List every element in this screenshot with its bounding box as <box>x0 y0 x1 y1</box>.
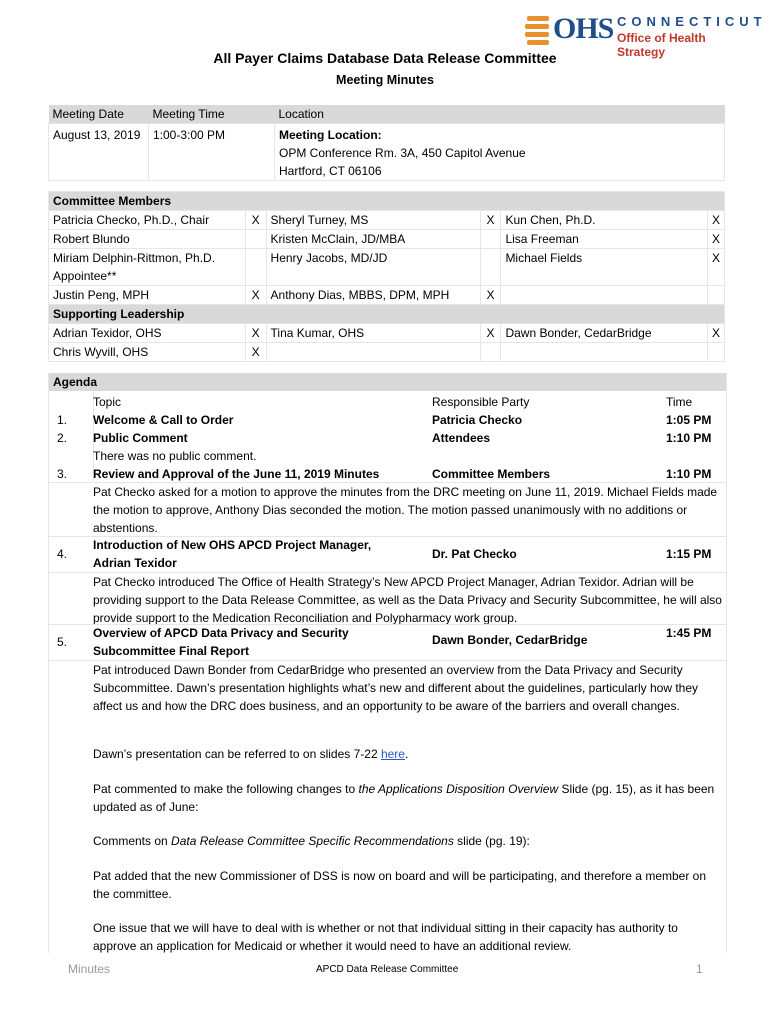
agenda-item-party: Dawn Bonder, CedarBridge <box>432 633 588 647</box>
ohs-logo <box>525 12 767 59</box>
attendance-mark: X <box>480 211 501 230</box>
footer-left: Minutes <box>68 962 111 976</box>
member-row <box>49 211 725 230</box>
note-text: Dawn’s presentation can be referred to on slides 7-22 <box>93 747 381 761</box>
attendance-mark: X <box>480 324 501 343</box>
agenda-header: Agenda <box>49 373 726 391</box>
meeting-location <box>275 124 725 181</box>
attendance-mark: X <box>480 286 501 305</box>
attendance-mark <box>480 249 501 286</box>
attendance-mark: X <box>707 230 724 249</box>
agenda-item-party: Patricia Checko <box>432 413 523 427</box>
logo-office-text: Office of Health Strategy <box>617 31 706 59</box>
ohs-sun-icon <box>525 14 555 48</box>
agenda-item-topic: Overview of APCD Data Privacy and Security Subcommittee Final Report <box>93 626 349 658</box>
attendance-mark: X <box>707 249 724 286</box>
attendance-mark: X <box>707 324 724 343</box>
note-text: slide (pg. 19): <box>453 834 530 848</box>
agenda-note <box>93 832 723 850</box>
agenda-note <box>93 780 723 816</box>
agenda-item-topic: Review and Approval of the June 11, 2019 Minutes <box>93 467 380 481</box>
agenda-item-number: 2. <box>57 431 68 445</box>
location-line2: Hartford, CT 06106 <box>279 164 382 178</box>
agenda-item-topic: Introduction of New OHS APCD Project Manager, Adrian Texidor <box>93 538 372 570</box>
agenda-item-time: 1:45 PM <box>666 626 712 640</box>
meeting-info-table <box>48 105 725 181</box>
attendance-mark: X <box>245 324 266 343</box>
agenda-item-number: 1. <box>57 413 68 427</box>
agenda-note: There was no public comment. <box>93 449 257 463</box>
location-header: Location <box>278 107 324 121</box>
member-name: Henry Jacobs, MD/JD <box>266 249 480 286</box>
attendance-mark: X <box>245 343 266 362</box>
meeting-date-header: Meeting Date <box>52 107 124 121</box>
agenda-note: Pat added that the new Commissioner of DSS is now on board and will be participating, and therefore a member on the committee. <box>93 869 707 901</box>
member-name <box>501 343 708 362</box>
committee-members-table <box>48 191 725 362</box>
logo-connecticut-text: CONNECTICUT <box>617 14 767 29</box>
attendance-mark <box>707 343 724 362</box>
agenda-col-topic: Topic <box>93 395 122 409</box>
agenda-item-topic: Welcome & Call to Order <box>93 413 234 427</box>
footer-center: APCD Data Release Committee <box>316 964 459 975</box>
member-name: Chris Wyvill, OHS <box>49 343 246 362</box>
agenda-item-party: Attendees <box>432 431 491 445</box>
agenda-col-party: Responsible Party <box>432 395 530 409</box>
agenda-item-time: 1:05 PM <box>666 413 712 427</box>
attendance-mark: X <box>707 211 724 230</box>
location-line1: OPM Conference Rm. 3A, 450 Capitol Avenue <box>279 146 526 160</box>
attendance-mark <box>480 230 501 249</box>
agenda-col-time: Time <box>666 395 693 409</box>
agenda-note: One issue that we will have to deal with is whether or not that individual sitting in their capacity has authority to approve an application for Medicaid or whether it would need to have an additional review. <box>93 921 678 953</box>
agenda-item-time: 1:10 PM <box>666 431 712 445</box>
attendance-mark: X <box>245 211 266 230</box>
leadership-row <box>49 343 725 362</box>
note-text: Slide (pg. 15), as it has been updated as of June: <box>93 782 715 814</box>
member-name: Dawn Bonder, CedarBridge <box>501 324 708 343</box>
meeting-time: 1:00-3:00 PM <box>149 124 275 181</box>
leadership-row <box>49 324 725 343</box>
agenda-note <box>93 745 723 763</box>
agenda-item-number: 4. <box>57 547 68 561</box>
member-name: Lisa Freeman <box>501 230 708 249</box>
agenda-item-time: 1:10 PM <box>666 467 712 481</box>
agenda-item-topic: Public Comment <box>93 431 188 445</box>
note-italic: Data Release Committee Specific Recommendations <box>171 834 454 848</box>
slides-link[interactable]: here <box>380 747 405 761</box>
page-number: 1 <box>696 962 703 976</box>
logo-ohs-text: OHS <box>553 12 614 45</box>
agenda-item-number: 3. <box>57 467 68 481</box>
supporting-leadership-header: Supporting Leadership <box>49 305 725 324</box>
member-name: Adrian Texidor, OHS <box>49 324 246 343</box>
agenda-item-party: Committee Members <box>432 467 551 481</box>
agenda-item-time: 1:15 PM <box>666 547 712 561</box>
attendance-mark <box>707 286 724 305</box>
agenda-note: Pat Checko asked for a motion to approve the minutes from the DRC meeting on June 11, 2019. Michael Fields made the motion to approve, Anthony Dias seconded the motion. The motion passed unanimously with no additions or abstentions. <box>93 485 718 535</box>
note-italic: the Applications Disposition Overview <box>358 782 559 796</box>
member-name: Sheryl Turney, MS <box>266 211 480 230</box>
member-name: Anthony Dias, MBBS, DPM, MPH <box>266 286 480 305</box>
member-name: Kun Chen, Ph.D. <box>501 211 708 230</box>
note-text: Comments on <box>93 834 172 848</box>
member-name: Justin Peng, MPH <box>49 286 246 305</box>
attendance-mark: X <box>245 286 266 305</box>
member-name: Robert Blundo <box>49 230 246 249</box>
location-label: Meeting Location: <box>279 128 382 142</box>
member-name: Kristen McClain, JD/MBA <box>266 230 480 249</box>
attendance-mark <box>480 343 501 362</box>
agenda-note: Pat Checko introduced The Office of Health Strategy’s New APCD Project Manager, Adrian Texidor. Adrian will be providing support to the Data Release Committee, as well as the Data Privacy and Security Subcommittee, he will also provide support to the Medication Reconciliation and Polypharmacy work group. <box>93 575 722 625</box>
agenda-item-party: Dr. Pat Checko <box>432 547 517 561</box>
agenda-section <box>48 373 727 953</box>
meeting-date: August 13, 2019 <box>49 124 149 181</box>
member-name: Patricia Checko, Ph.D., Chair <box>49 211 246 230</box>
note-text: . <box>404 747 409 761</box>
page-subtitle: Meeting Minutes <box>336 73 434 87</box>
member-row <box>49 249 725 286</box>
attendance-mark <box>245 230 266 249</box>
member-name <box>266 343 480 362</box>
agenda-note: Pat introduced Dawn Bonder from CedarBridge who presented an overview from the Data Privacy and Security Subcommittee. Dawn’s presentation highlights what’s new and different about the guidelines, particularly how they affect us and how the DRC does business, and an opportunity to be aware of the barriers and overall changes. <box>93 663 699 713</box>
note-text: Pat commented to make the following changes to <box>93 782 359 796</box>
member-name <box>501 286 708 305</box>
member-name: Miriam Delphin-Rittmon, Ph.D. Appointee** <box>49 249 246 286</box>
member-name: Michael Fields <box>501 249 708 286</box>
member-name: Tina Kumar, OHS <box>266 324 480 343</box>
page-title: All Payer Claims Database Data Release Committee <box>213 50 557 66</box>
member-row <box>49 286 725 305</box>
member-row <box>49 230 725 249</box>
meeting-time-header: Meeting Time <box>152 107 225 121</box>
attendance-mark <box>245 249 266 286</box>
committee-members-header: Committee Members <box>49 192 725 211</box>
agenda-item-number: 5. <box>57 635 68 649</box>
